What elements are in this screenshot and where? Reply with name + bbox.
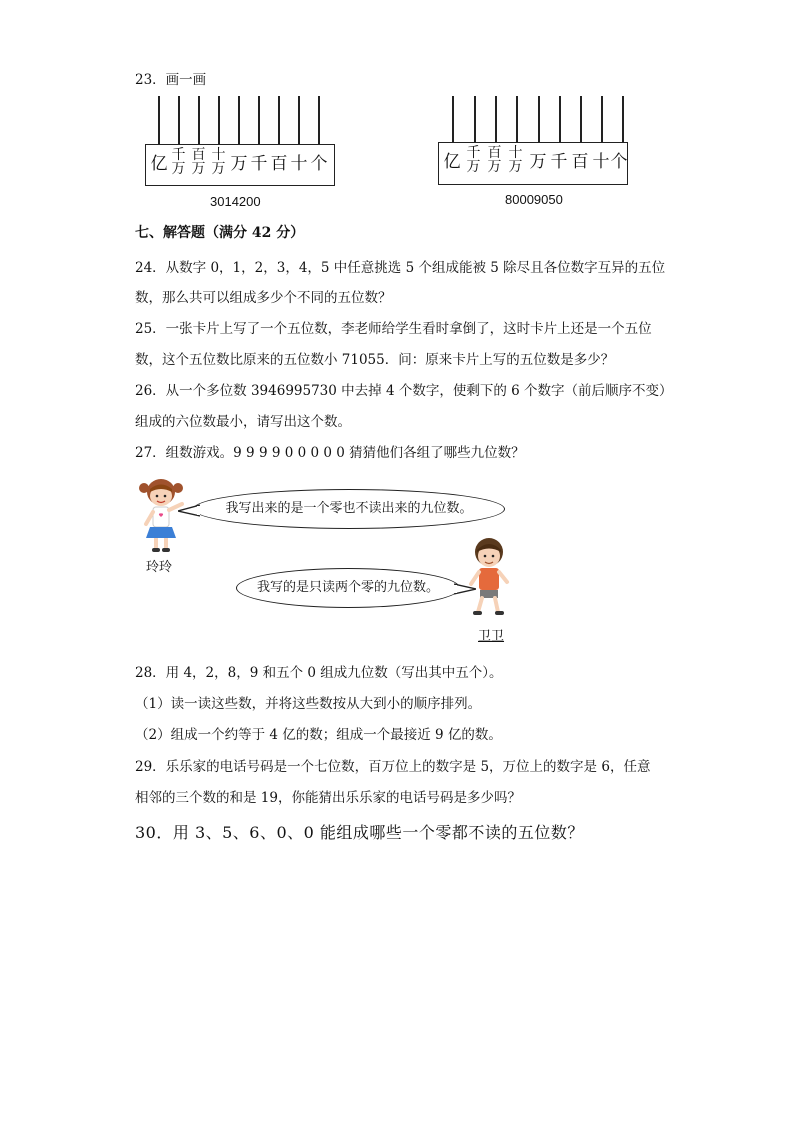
q29-line2: 相邻的三个数的和是 19，你能猜出乐乐家的电话号码是多少吗？	[135, 790, 521, 806]
place-label: 百万	[191, 147, 206, 177]
place-label: 十	[290, 154, 308, 174]
girl-speech-text: 我写出来的是一个零也不读出来的九位数。	[225, 501, 473, 516]
place-label: 十万	[211, 147, 226, 177]
boy-name: 卫卫	[478, 629, 505, 644]
q25-line2: 数，这个五位数比原来的五位数小 71055．问：原来卡片上写的五位数是多少？	[135, 352, 615, 368]
abacus-rod	[516, 96, 518, 144]
abacus-rod	[158, 96, 160, 146]
abacus-rod	[218, 96, 220, 146]
place-label: 万	[529, 152, 547, 172]
abacus-rod	[559, 96, 561, 144]
q28-sub1: （1）读一读这些数，并将这些数按从大到小的顺序排列。	[135, 696, 482, 712]
place-label: 百万	[487, 145, 502, 175]
q25-line1: 25．一张卡片上写了一个五位数，李老师给学生看时拿倒了，这时卡片上还是一个五位	[135, 321, 652, 337]
abacus-right	[438, 96, 638, 212]
abacus-rod	[278, 96, 280, 146]
q28-line1: 28．用 4，2，8，9 和五个 0 组成九位数（写出其中五个）。	[135, 665, 503, 681]
q24-line1: 24．从数字 0，1，2，3，4，5 中任意挑选 5 个组成能被 5 除尽且各位数字互异的五位	[135, 260, 666, 276]
abacus-rod	[601, 96, 603, 144]
abacus-rod	[298, 96, 300, 146]
place-label: 十万	[508, 145, 523, 175]
place-label: 千	[250, 154, 268, 174]
abacus-number: 3014200	[210, 194, 261, 209]
place-label: 个	[310, 154, 328, 174]
abacus-rod	[258, 96, 260, 146]
place-label: 亿	[443, 152, 461, 172]
place-label: 千	[550, 152, 568, 172]
q26-line1: 26．从一个多位数 3946995730 中去掉 4 个数字，使剩下的 6 个数字（前后顺序不变）	[135, 383, 673, 399]
abacus-left	[145, 96, 340, 212]
abacus-rod	[238, 96, 240, 146]
abacus-rod	[452, 96, 454, 144]
q27-line1: 27．组数游戏。9 9 9 9 0 0 0 0 0 猜猜他们各组了哪些九位数？	[135, 445, 525, 461]
abacus-rod	[580, 96, 582, 144]
q30-line1: 30．用 3、5、6、0、0 能组成哪些一个零都不读的五位数？	[135, 823, 584, 842]
girl-speech-bubble	[193, 489, 505, 529]
place-label: 个	[610, 152, 628, 172]
abacus-rod	[622, 96, 624, 144]
place-label: 千万	[466, 145, 481, 175]
abacus-rod	[178, 96, 180, 146]
abacus-rod	[198, 96, 200, 146]
place-label: 百	[270, 154, 288, 174]
section-title: 七、解答题（满分 42 分）	[135, 225, 305, 241]
boy-speech-bubble	[236, 568, 460, 608]
q29-line1: 29．乐乐家的电话号码是一个七位数，百万位上的数字是 5，万位上的数字是 6，任意	[135, 759, 651, 775]
place-label: 千万	[171, 147, 186, 177]
place-label: 百	[571, 152, 589, 172]
abacus-rod	[474, 96, 476, 144]
place-label: 万	[230, 154, 248, 174]
q26-line2: 组成的六位数最小，请写出这个数。	[135, 414, 351, 430]
boy-speech-text: 我写的是只读两个零的九位数。	[256, 580, 439, 595]
place-label: 十	[592, 152, 610, 172]
abacus-rod	[318, 96, 320, 146]
boy-icon	[464, 536, 514, 620]
place-label: 亿	[150, 154, 168, 174]
abacus-rod	[538, 96, 540, 144]
q23-title: 23．画一画	[135, 72, 207, 88]
q24-line2: 数，那么共可以组成多少个不同的五位数？	[135, 290, 392, 306]
girl-name: 玲玲	[146, 560, 173, 575]
q28-sub2: （2）组成一个约等于 4 亿的数；组成一个最接近 9 亿的数。	[135, 727, 502, 743]
abacus-number: 80009050	[505, 192, 563, 207]
bubble-tail-icon	[178, 503, 200, 519]
abacus-rod	[495, 96, 497, 144]
